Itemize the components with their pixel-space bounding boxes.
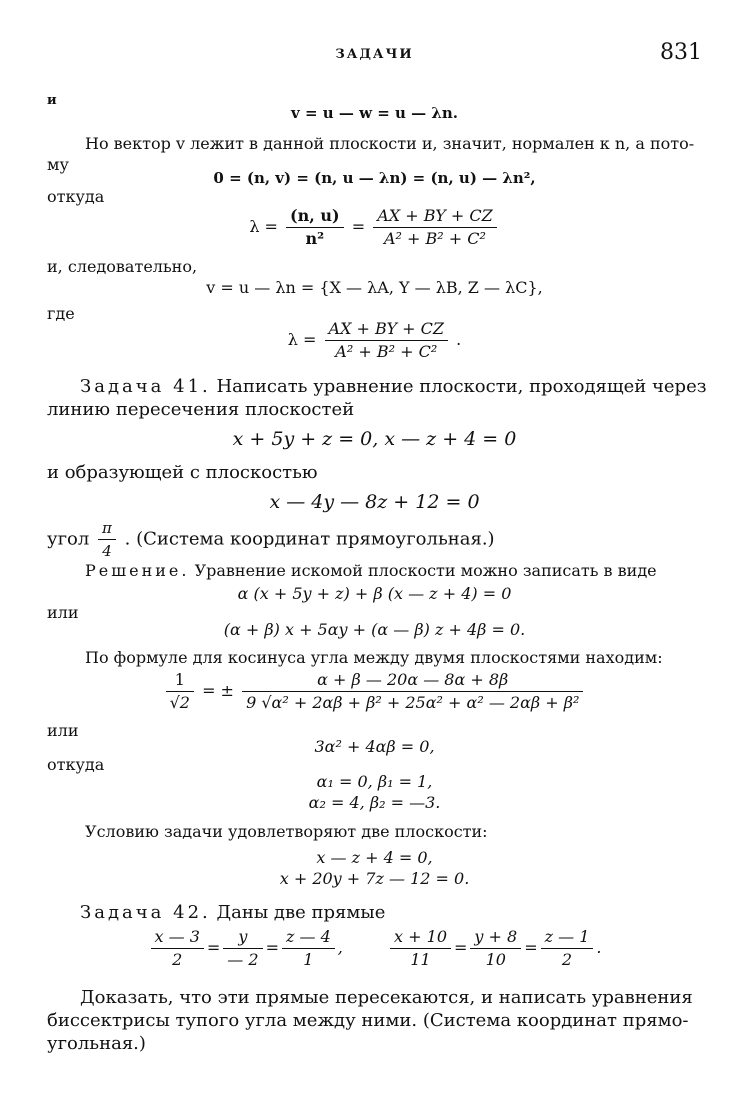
text-line: и образующей с плоскостью [47, 462, 318, 483]
text-part: угол [47, 528, 90, 550]
denominator: A² + B² + C² [383, 229, 486, 248]
denominator: 4 [102, 542, 112, 560]
equation: (α + β) x + 5αy + (α — β) z + 4β = 0. [223, 620, 526, 639]
fraction [325, 318, 449, 363]
text-line: Условию задачи удовлетворяют две плоскости: [85, 822, 488, 841]
numerator: z — 4 [282, 926, 335, 949]
numerator: y [223, 926, 262, 949]
denominator: 1 [303, 950, 314, 969]
fraction [151, 926, 204, 971]
text-line: и [47, 93, 57, 108]
numerator: α + β — 20α — 8α + 8β [242, 669, 583, 692]
numerator: π [98, 517, 116, 540]
equation-part: . [456, 330, 462, 349]
fraction [98, 517, 116, 562]
fraction [223, 926, 262, 971]
equation-part: λ = [287, 330, 317, 349]
fraction [286, 205, 344, 250]
fraction [470, 926, 521, 971]
solution-text: Уравнение искомой плоскости можно записать в виде [194, 561, 657, 580]
denominator: 10 [485, 950, 506, 969]
text-line: и, следовательно, [47, 257, 198, 276]
fraction [242, 669, 583, 714]
task-title: Задача 42. [80, 902, 211, 923]
equation-fraction-row [0, 318, 749, 363]
fraction [166, 669, 194, 714]
equation-fraction-row [0, 205, 749, 250]
numerator: AX + BY + CZ [325, 318, 449, 341]
text-line: Доказать, что эти прямые пересекаются, и написать уравнения [80, 987, 693, 1008]
equation-part: λ = [249, 217, 278, 236]
angle-line [47, 517, 495, 562]
text-line: или [47, 721, 79, 740]
denominator: 9 √α² + 2αβ + β² + 25α² + α² — 2αβ + β² [246, 693, 580, 712]
text-line: угольная.) [47, 1033, 146, 1054]
task-41-line [80, 376, 707, 397]
text-line: Но вектор v лежит в данной плоскости и, значит, нормален к n, а пото- [85, 134, 695, 153]
text-line: линию пересечения плоскостей [47, 399, 355, 420]
equation: v = u — w = u — λn. [291, 104, 458, 122]
equation: 3α² + 4αβ = 0, [314, 737, 435, 756]
equals: = [265, 938, 279, 957]
equation-fraction-row [0, 926, 749, 971]
task-text: Даны две прямые [216, 902, 386, 923]
equation-part: = [351, 217, 366, 236]
text-line: откуда [47, 755, 105, 774]
equation: x — 4y — 8z + 12 = 0 [269, 491, 480, 513]
equation-part: = ± [202, 681, 234, 700]
numerator: AX + BY + CZ [373, 205, 497, 228]
text-line: По формуле для косинуса угла между двумя плоскостями находим: [85, 648, 663, 667]
denominator: √2 [169, 693, 190, 712]
comma: , [337, 938, 343, 957]
solution-line [85, 561, 657, 580]
equation: v = u — λn = {X — λA, Y — λB, Z — λC}, [206, 278, 543, 297]
text-part: . (Система координат прямоугольная.) [124, 528, 495, 550]
text-line: где [47, 304, 75, 323]
denominator: n² [305, 229, 325, 248]
page-number: 831 [660, 40, 702, 65]
equals: = [206, 938, 221, 957]
text-line: откуда [47, 187, 105, 206]
numerator: y + 8 [470, 926, 521, 949]
fraction [390, 926, 451, 971]
text-line: биссектрисы тупого угла между ними. (Система координат прямо- [47, 1010, 689, 1031]
period: . [596, 938, 602, 957]
denominator: — 2 [227, 950, 259, 969]
equals: = [524, 938, 538, 957]
numerator: z — 1 [541, 926, 594, 949]
equation: x — z + 4 = 0, [316, 848, 433, 867]
denominator: 2 [172, 950, 183, 969]
numerator: (n, u) [286, 205, 344, 228]
numerator: 1 [166, 669, 194, 692]
denominator: A² + B² + C² [335, 342, 438, 361]
numerator: x — 3 [151, 926, 204, 949]
denominator: 2 [561, 950, 573, 969]
task-text: Написать уравнение плоскости, проходящей через [216, 376, 707, 397]
equation-fraction-row [0, 669, 749, 714]
equation: x + 20y + 7z — 12 = 0. [279, 869, 470, 888]
task-title: Задача 41. [80, 376, 211, 397]
text-line: му [47, 155, 69, 174]
equation: α₁ = 0, β₁ = 1, [316, 772, 433, 791]
equation: α (x + 5y + z) + β (x — z + 4) = 0 [237, 584, 512, 603]
fraction [282, 926, 335, 971]
equation: α₂ = 4, β₂ = —3. [308, 793, 441, 812]
fraction [541, 926, 594, 971]
solution-title: Решение. [85, 561, 190, 580]
denominator: 11 [410, 950, 431, 969]
numerator: x + 10 [390, 926, 451, 949]
fraction [373, 205, 497, 250]
equals: = [454, 938, 468, 957]
equation: x + 5y + z = 0, x — z + 4 = 0 [232, 428, 517, 450]
task-42-line [80, 902, 385, 923]
equation: 0 = (n, v) = (n, u — λn) = (n, u) — λn², [213, 169, 536, 187]
text-line: или [47, 603, 79, 622]
page-header: ЗАДАЧИ [335, 47, 414, 62]
